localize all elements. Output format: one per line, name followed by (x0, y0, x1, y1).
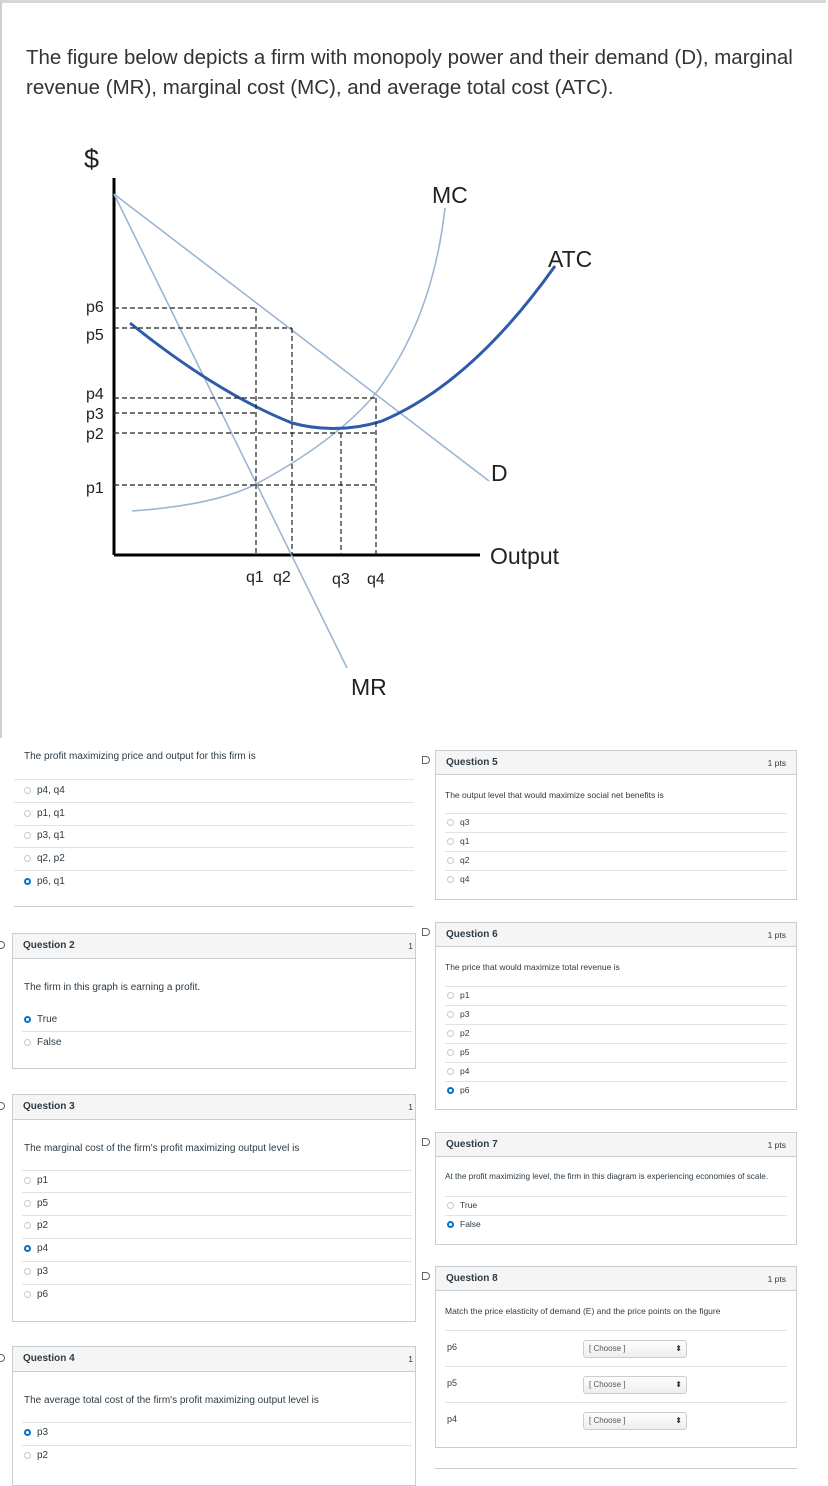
radio-selected-icon[interactable] (24, 878, 31, 885)
question-3-title: Question 3 (23, 1101, 75, 1112)
question-6-title: Question 6 (446, 929, 498, 940)
radio-selected-icon[interactable] (24, 1429, 31, 1436)
q7-option-true[interactable]: True (447, 1194, 477, 1216)
q5-option-4[interactable]: q4 (447, 868, 469, 890)
q8-select-p5[interactable]: [ Choose ] ⬍ (583, 1376, 687, 1394)
radio-icon[interactable] (24, 787, 31, 794)
flag-question-5-icon[interactable] (422, 756, 430, 764)
question-2-card (12, 933, 416, 1069)
radio-icon[interactable] (24, 832, 31, 839)
q6-option-2[interactable]: p3 (447, 1003, 469, 1025)
price-label-p6: p6 (86, 299, 104, 316)
flag-question-6-icon[interactable] (422, 928, 430, 936)
radio-icon[interactable] (447, 838, 454, 845)
q8-text: Match the price elasticity of demand (E) and the price points on the figure (445, 1306, 721, 1316)
q1-option-4[interactable]: q2, p2 (24, 848, 65, 870)
radio-icon[interactable] (24, 810, 31, 817)
q4-option-2[interactable]: p2 (24, 1445, 48, 1467)
radio-icon[interactable] (24, 1200, 31, 1207)
y-axis-symbol: $ (84, 144, 100, 174)
q3-option-3[interactable]: p2 (24, 1215, 48, 1237)
q4-option-1[interactable]: p3 (24, 1422, 48, 1444)
question-5-points: 1 pts (767, 758, 786, 768)
flag-question-3-icon[interactable] (0, 1102, 5, 1110)
question-5-card (435, 750, 797, 900)
atc-label: ATC (548, 246, 593, 272)
q3-text: The marginal cost of the firm's profit maximizing output level is (24, 1143, 300, 1154)
q8-select-p6[interactable]: [ Choose ] ⬍ (583, 1340, 687, 1358)
price-label-p4: p4 (86, 386, 104, 403)
q1-option-2[interactable]: p1, q1 (24, 803, 65, 825)
flag-question-2-icon[interactable] (0, 941, 5, 949)
flag-question-4-icon[interactable] (0, 1354, 5, 1362)
question-4-points: 1 (408, 1354, 413, 1364)
q6-option-5[interactable]: p4 (447, 1060, 469, 1082)
radio-icon[interactable] (447, 1011, 454, 1018)
economics-graph (2, 3, 828, 738)
mr-label: MR (351, 674, 387, 700)
q3-option-4[interactable]: p4 (24, 1238, 48, 1260)
q5-option-1[interactable]: q3 (447, 811, 469, 833)
radio-icon[interactable] (24, 1177, 31, 1184)
price-label-p5: p5 (86, 327, 104, 344)
q3-option-1[interactable]: p1 (24, 1170, 48, 1192)
question-7-points: 1 pts (767, 1140, 786, 1150)
price-label-p3: p3 (86, 406, 104, 423)
marginal-revenue-curve (114, 194, 347, 668)
question-2-title: Question 2 (23, 940, 75, 951)
q5-option-2[interactable]: q1 (447, 830, 469, 852)
select-arrows-icon: ⬍ (675, 1344, 682, 1353)
intro-text: The figure below depicts a firm with monopoly power and their demand (D), marginal revenue (MR), marginal cost (MC), and average total cost (ATC). (26, 46, 793, 99)
question-8-title: Question 8 (446, 1273, 498, 1284)
radio-icon[interactable] (24, 1291, 31, 1298)
flag-question-7-icon[interactable] (422, 1138, 430, 1146)
radio-icon[interactable] (447, 1068, 454, 1075)
q6-option-4[interactable]: p5 (447, 1041, 469, 1063)
q1-option-5[interactable]: p6, q1 (24, 871, 65, 893)
radio-selected-icon[interactable] (447, 1087, 454, 1094)
radio-icon[interactable] (447, 992, 454, 999)
quantity-label-q4: q4 (367, 571, 385, 588)
question-4-title: Question 4 (23, 1353, 75, 1364)
question-7-card (435, 1132, 797, 1245)
question-2-points: 1 (408, 941, 413, 951)
radio-icon[interactable] (447, 819, 454, 826)
price-label-p2: p2 (86, 426, 104, 443)
quantity-label-q3: q3 (332, 571, 350, 588)
q8-row-label-p5: p5 (447, 1378, 458, 1388)
q7-text: At the profit maximizing level, the firm in this diagram is experiencing economies of scale. (445, 1172, 769, 1181)
quantity-label-q1: q1 (246, 569, 264, 586)
question-3-card (12, 1094, 416, 1322)
demand-curve (114, 194, 489, 481)
q3-option-6[interactable]: p6 (24, 1284, 48, 1306)
q6-option-3[interactable]: p2 (447, 1022, 469, 1044)
q6-text: The price that would maximize total revenue is (445, 962, 620, 972)
radio-icon[interactable] (24, 1039, 31, 1046)
flag-question-8-icon[interactable] (422, 1272, 430, 1280)
q5-text: The output level that would maximize social net benefits is (445, 790, 664, 800)
q2-option-false[interactable]: False (24, 1032, 61, 1054)
q7-option-false[interactable]: False (447, 1213, 481, 1235)
next-question-card-edge (435, 1468, 797, 1473)
q8-select-p4[interactable]: [ Choose ] ⬍ (583, 1412, 687, 1430)
demand-label: D (491, 460, 508, 486)
radio-icon[interactable] (24, 1452, 31, 1459)
q1-option-1[interactable]: p4, q4 (24, 780, 65, 802)
q1-text: The profit maximizing price and output for this firm is (24, 751, 256, 762)
q3-option-5[interactable]: p3 (24, 1261, 48, 1283)
question-6-points: 1 pts (767, 930, 786, 940)
price-label-p1: p1 (86, 480, 104, 497)
q5-option-3[interactable]: q2 (447, 849, 469, 871)
radio-icon[interactable] (447, 1049, 454, 1056)
radio-icon[interactable] (24, 1222, 31, 1229)
question-5-title: Question 5 (446, 757, 498, 768)
select-arrows-icon: ⬍ (675, 1416, 682, 1425)
q1-option-3[interactable]: p3, q1 (24, 825, 65, 847)
q3-option-2[interactable]: p5 (24, 1193, 48, 1215)
q8-row-label-p4: p4 (447, 1414, 458, 1424)
question-4-card (12, 1346, 416, 1486)
question-3-points: 1 (408, 1102, 413, 1112)
radio-icon[interactable] (24, 855, 31, 862)
radio-icon[interactable] (447, 1202, 454, 1209)
question-8-points: 1 pts (767, 1274, 786, 1284)
output-label: Output (490, 543, 560, 569)
q2-option-true[interactable]: True (24, 1009, 57, 1031)
radio-selected-icon[interactable] (24, 1016, 31, 1023)
question-7-title: Question 7 (446, 1139, 498, 1150)
average-total-cost-curve (130, 266, 555, 429)
radio-selected-icon[interactable] (24, 1245, 31, 1252)
q2-text: The firm in this graph is earning a profit. (24, 982, 201, 993)
quantity-label-q2: q2 (273, 569, 291, 586)
mc-label: MC (432, 182, 468, 208)
select-arrows-icon: ⬍ (675, 1380, 682, 1389)
q6-option-6[interactable]: p6 (447, 1079, 469, 1101)
radio-icon[interactable] (447, 1030, 454, 1037)
q6-option-1[interactable]: p1 (447, 984, 469, 1006)
q4-text: The average total cost of the firm's profit maximizing output level is (24, 1395, 319, 1406)
radio-selected-icon[interactable] (447, 1221, 454, 1228)
q8-row-label-p6: p6 (447, 1342, 458, 1352)
radio-icon[interactable] (447, 876, 454, 883)
radio-icon[interactable] (447, 857, 454, 864)
radio-icon[interactable] (24, 1268, 31, 1275)
question-1-figure-panel (0, 0, 826, 738)
